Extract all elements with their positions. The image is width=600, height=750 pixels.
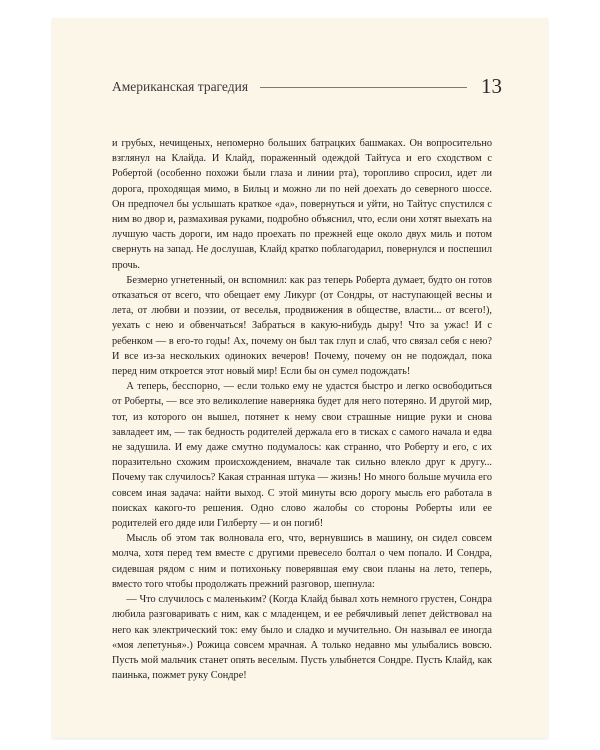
running-title: Американская трагедия: [112, 78, 249, 94]
running-head: [112, 74, 502, 99]
paragraph: Мысль об этом так волновала его, что, вернувшись в машину, он сидел совсем молча, хотя перед тем вместе с другими превесело болтал о чем попало. И Сондра, сидевшая рядом с ним и потихоньку поверявшая ему свои планы на лето, теперь, вместо того чтобы продолжать прежний разговор, шепнула:: [112, 533, 492, 590]
page-number: 13: [481, 74, 502, 98]
paragraph: Безмерно угнетенный, он вспомнил: как раз теперь Роберта думает, будто он готов отказаться от всего, что обещает ему Ликург (от Сондры, от наступающей весны и лета, от любви и поэзии, от веселья, продвижения в обществе, власти... от всего!), уехать с нею и обвенчаться! Забраться в какую-нибудь дыру! Что за ужас! И с ребенком — в его-то годы! Ах, почему он был так глуп и слаб, что связал себя с нею? И все из-за нескольких одиноких вечеров! Почему, почему он не подождал, пока перед ним откроется этот новый мир! Если бы он сумел подождать!: [112, 274, 492, 378]
body-text: [112, 136, 492, 683]
header-rule: [260, 87, 467, 88]
paragraph: и грубых, нечищеных, непомерно больших батрацких башмаках. Он вопросительно взглянул на Клайда. И Клайд, пораженный одеждой Тайтуса и его сходством с Робертой (особенно похожи были глаза и линии рта), торопливо спросил, идет ли дорога, проходящая мимо, в Бильц и можно ли по ней доехать до северного шоссе. Он предпочел бы услышать краткое «да», повернуться и уйти, но Тайтус спустился с ним во двор и, размахивая руками, подробно объяснил, что, если они хотят выехать на лучшую часть дороги, им надо проехать по прежней еще около двух миль и потом свернуть на запад. Не дослушав, Клайд кратко поблагодарил, повернулся и поспешил прочь.: [112, 138, 492, 271]
paragraph: — Что случилось с маленьким? (Когда Клайд бывал хоть немного грустен, Сондра любила разговаривать с ним, как с младенцем, и ее ребячливый лепет действовал на него как электрический ток: ему было и сладко и мучительно. Он называл ее иногда «моя лепетунья».) Рожица совсем мрачная. А только недавно мы улыбались вовсю. Пусть мой мальчик станет опять веселым. Пусть улыбнется Сондре. Пусть Клайд, как паинька, пожмет руку Сондре!: [112, 594, 492, 682]
paragraph: А теперь, бесспорно, — если только ему не удастся быстро и легко освободиться от Роберты, — все это великолепие наверняка будет для него потеряно. И другой мир, тот, из которого он вышел, потянет к нему свои страшные нищие руки и снова завладеет им, — так бедность родителей держала его в тисках с самого начала и едва не задушила. И ему даже смутно подумалось: как странно, что Роберту и его, с их поразительно схожим происхождением, вначале так сильно влекло друг к другу... Почему так случилось? Какая странная штука — жизнь! Но много больше мучила его совсем иная задача: найти выход. С этой минуты всю дорогу мысль его работала в поисках какого-то решения. Одно слово жалобы со стороны Роберты или ее родителей его дяде или Гилберту — и он погиб!: [112, 381, 492, 530]
book-page: [52, 18, 548, 738]
